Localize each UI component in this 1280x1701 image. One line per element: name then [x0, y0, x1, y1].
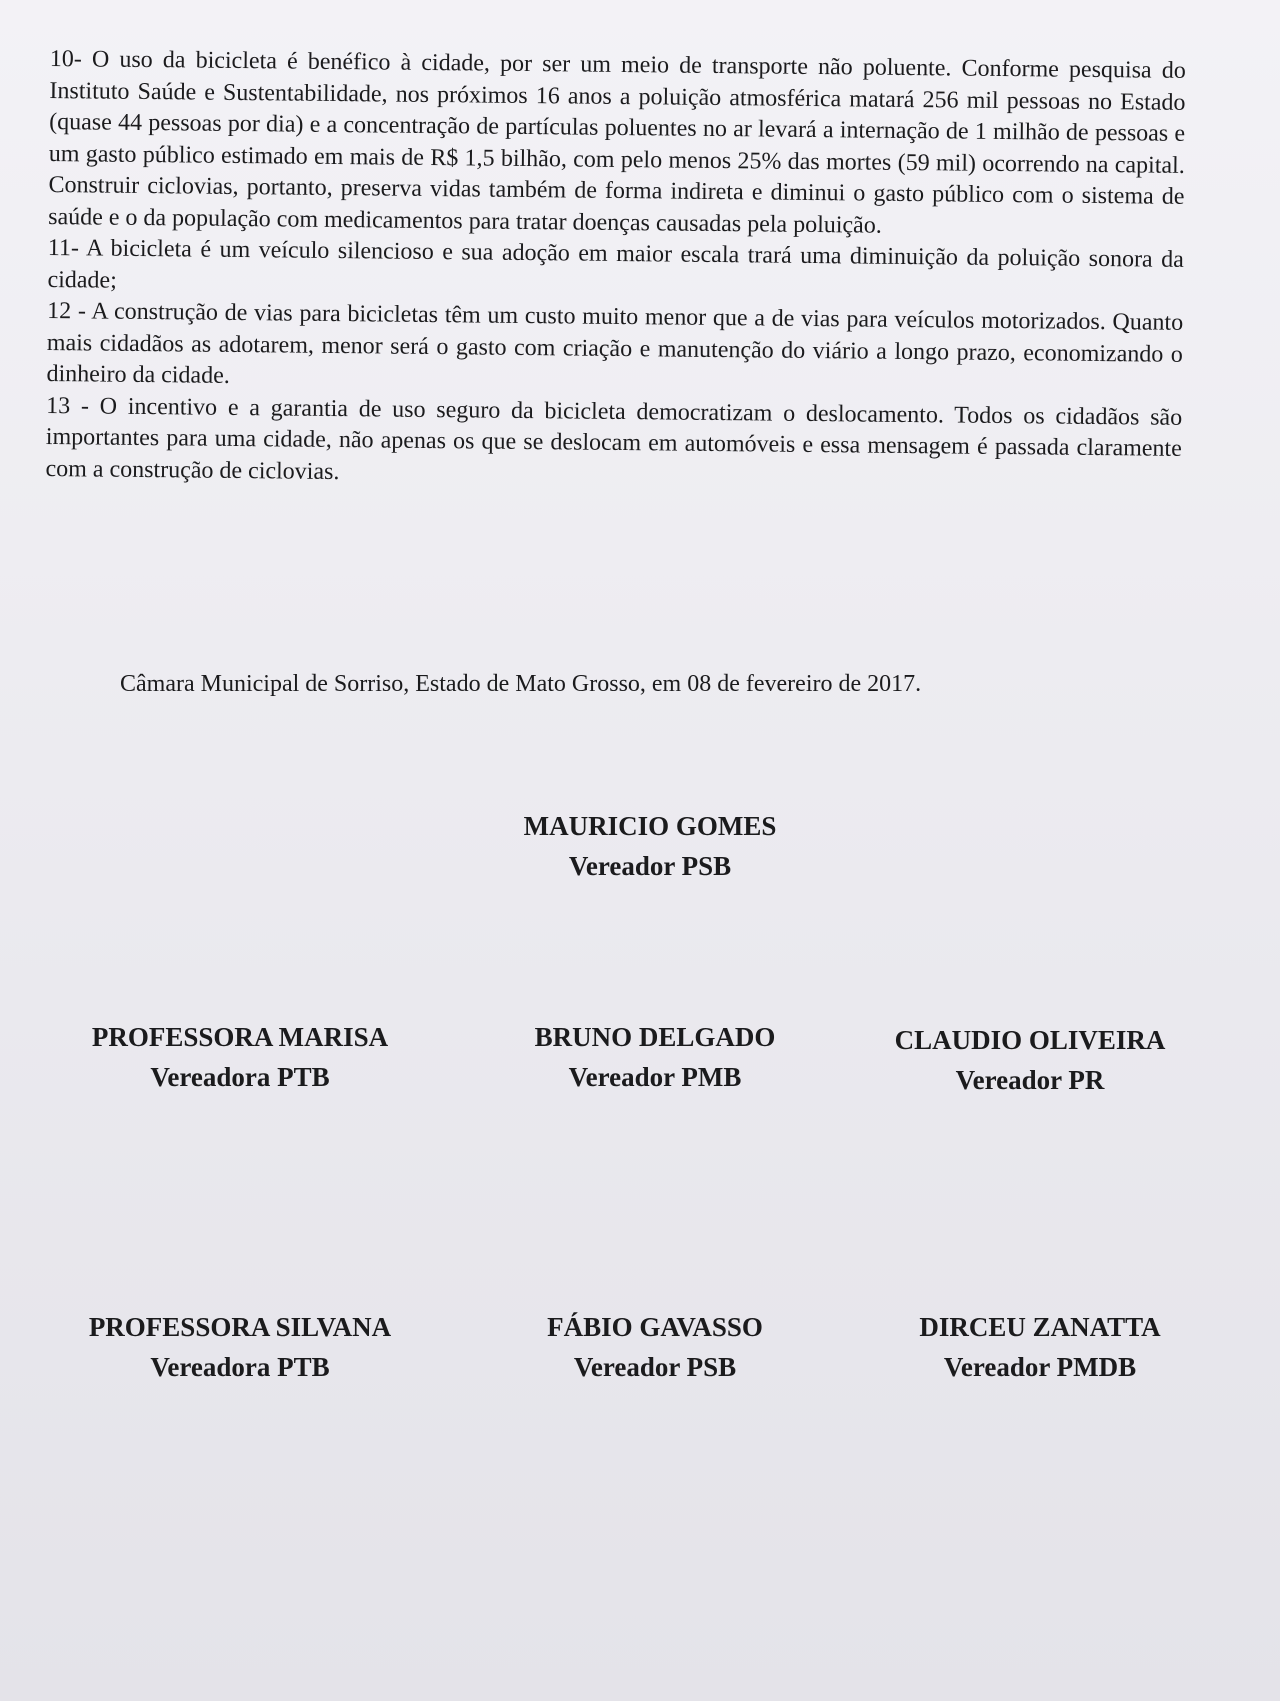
- signer-name: DIRCEU ZANATTA: [919, 1312, 1161, 1342]
- signer-name: MAURICIO GOMES: [523, 811, 777, 841]
- signature-block-claudio-oliveira: [840, 1020, 1220, 1100]
- signature-block-professora-silvana: [40, 1307, 440, 1387]
- signature-block-mauricio-gomes: [460, 806, 840, 886]
- paragraph-12: 12 - A construção de vias para bicicletas têm um custo muito menor que a de vias para veículos motorizados. Quanto mais cidadãos as adotarem, menor será o gasto com criação e manutenção do viário a longo prazo, economizando o dinheiro da cidade.: [46, 297, 1184, 389]
- signer-role: Vereador PSB: [568, 851, 732, 881]
- signer-name: CLAUDIO OLIVEIRA: [894, 1025, 1166, 1055]
- signer-role: Vereador PMDB: [943, 1352, 1137, 1382]
- signer-role: Vereador PMB: [568, 1062, 742, 1092]
- signer-role: Vereadora PTB: [150, 1062, 330, 1092]
- signer-role: Vereador PR: [955, 1065, 1105, 1095]
- signature-block-fabio-gavasso: [480, 1307, 830, 1387]
- signature-block-professora-marisa: [40, 1017, 440, 1097]
- signature-block-dirceu-zanatta: [860, 1307, 1220, 1387]
- paragraph-13: 13 - O incentivo e a garantia de uso seguro da bicicleta democratizam o deslocamento. Todos os cidadãos são importantes para uma cidade, não apenas os que se deslocam em automóveis e essa mensagem é passada claramente com a construção de ciclovias.: [45, 392, 1183, 485]
- closing-line: Câmara Municipal de Sorriso, Estado de Mato Grosso, em 08 de fevereiro de 2017.: [120, 671, 922, 697]
- signer-role: Vereadora PTB: [150, 1352, 330, 1382]
- signer-name: BRUNO DELGADO: [534, 1022, 776, 1052]
- paragraph-10: 10- O uso da bicicleta é benéfico à cidade, por ser um meio de transporte não poluente. Conforme pesquisa do Instituto Saúde e Sustentabilidade, nos próximos 16 anos a poluição atmosférica matará 256 mil pessoas no Estado (quase 44 pessoas por dia) e a concentração de partículas poluentes no ar levará a internação de 1 milhão de pessoas e um gasto público estimado em mais de R$ 1,5 bilhão, com pelo menos 25% das mortes (59 mil) ocorrendo na capital. Construir ciclovias, portanto, preserva vidas também de forma indireta e diminui o gasto público com o sistema de saúde e o da população com medicamentos para tratar doenças causadas pela poluição.: [48, 45, 1186, 239]
- paragraph-11: 11- A bicicleta é um veículo silencioso e sua adoção em maior escala trará uma diminuição da poluição sonora da cidade;: [47, 234, 1184, 294]
- body-text: [45, 44, 1186, 497]
- signer-name: FÁBIO GAVASSO: [547, 1312, 763, 1342]
- signer-name: PROFESSORA MARISA: [91, 1022, 389, 1052]
- signer-role: Vereador PSB: [573, 1352, 737, 1382]
- signature-block-bruno-delgado: [480, 1017, 830, 1097]
- signer-name: PROFESSORA SILVANA: [88, 1312, 392, 1342]
